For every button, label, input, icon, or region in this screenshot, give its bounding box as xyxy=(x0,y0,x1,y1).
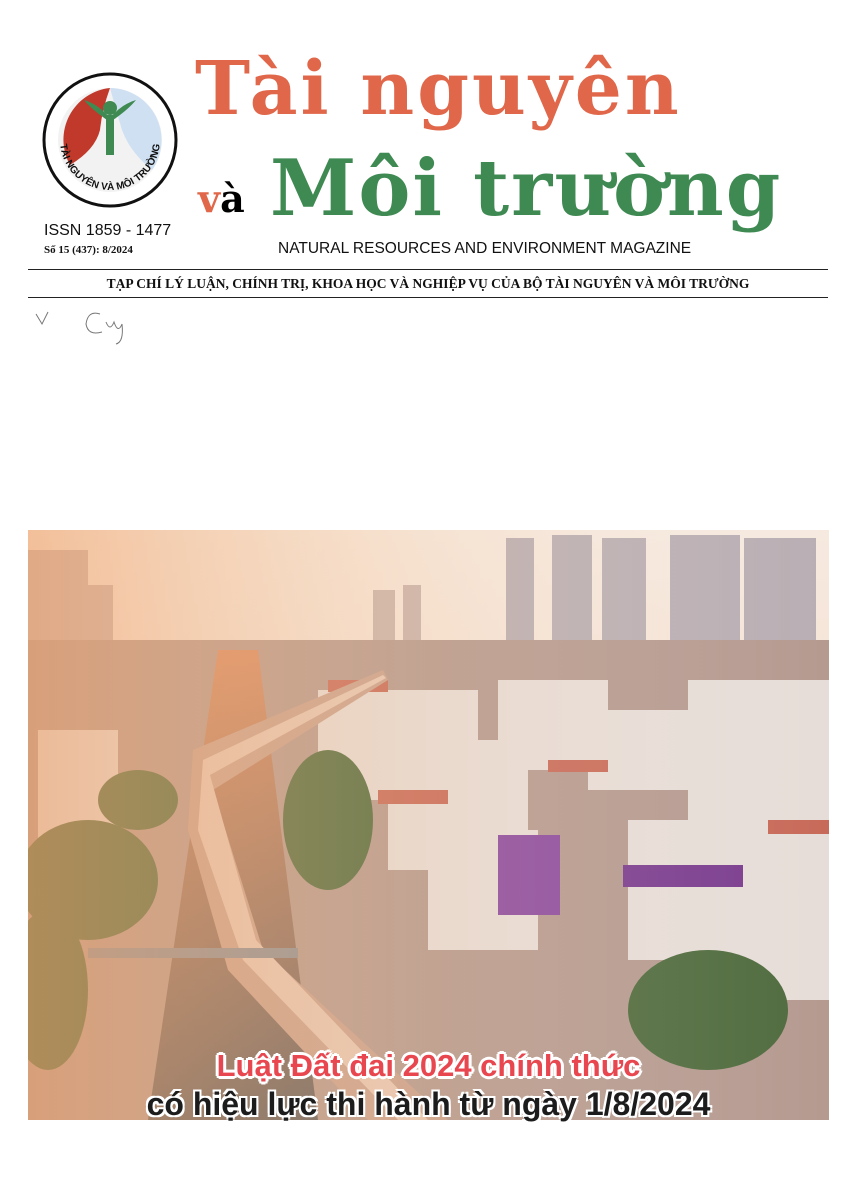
tagline: TẠP CHÍ LÝ LUẬN, CHÍNH TRỊ, KHOA HỌC VÀ NGHIỆP VỤ CỦA BỘ TÀI NGUYÊN VÀ MÔI TRƯỜNG xyxy=(106,276,750,291)
english-subtitle: NATURAL RESOURCES AND ENVIRONMENT MAGAZINE xyxy=(278,240,692,257)
bottom-rule xyxy=(28,297,828,298)
issue-number: Số 15 (437): 8/2024 xyxy=(44,244,133,256)
title-va xyxy=(198,176,245,221)
title-line1: Tài nguyên xyxy=(195,46,682,132)
title-va-v: v xyxy=(198,176,221,221)
issn: ISSN 1859 - 1477 xyxy=(44,222,172,239)
handwritten-mark xyxy=(32,306,142,346)
cover-photo xyxy=(28,530,829,1120)
cover-headline-line2: có hiệu lực thi hành từ ngày 1/8/2024 xyxy=(146,1086,711,1122)
magazine-logo xyxy=(40,70,180,210)
logo-text: TÀI NGUYÊN VÀ MÔI TRƯỜNG xyxy=(57,143,163,194)
cover-headline-line1: Luật Đất đai 2024 chính thức xyxy=(216,1048,641,1083)
title-line2: Môi trường xyxy=(270,143,783,234)
top-rule xyxy=(28,269,828,270)
title-va-a: à xyxy=(220,176,245,221)
